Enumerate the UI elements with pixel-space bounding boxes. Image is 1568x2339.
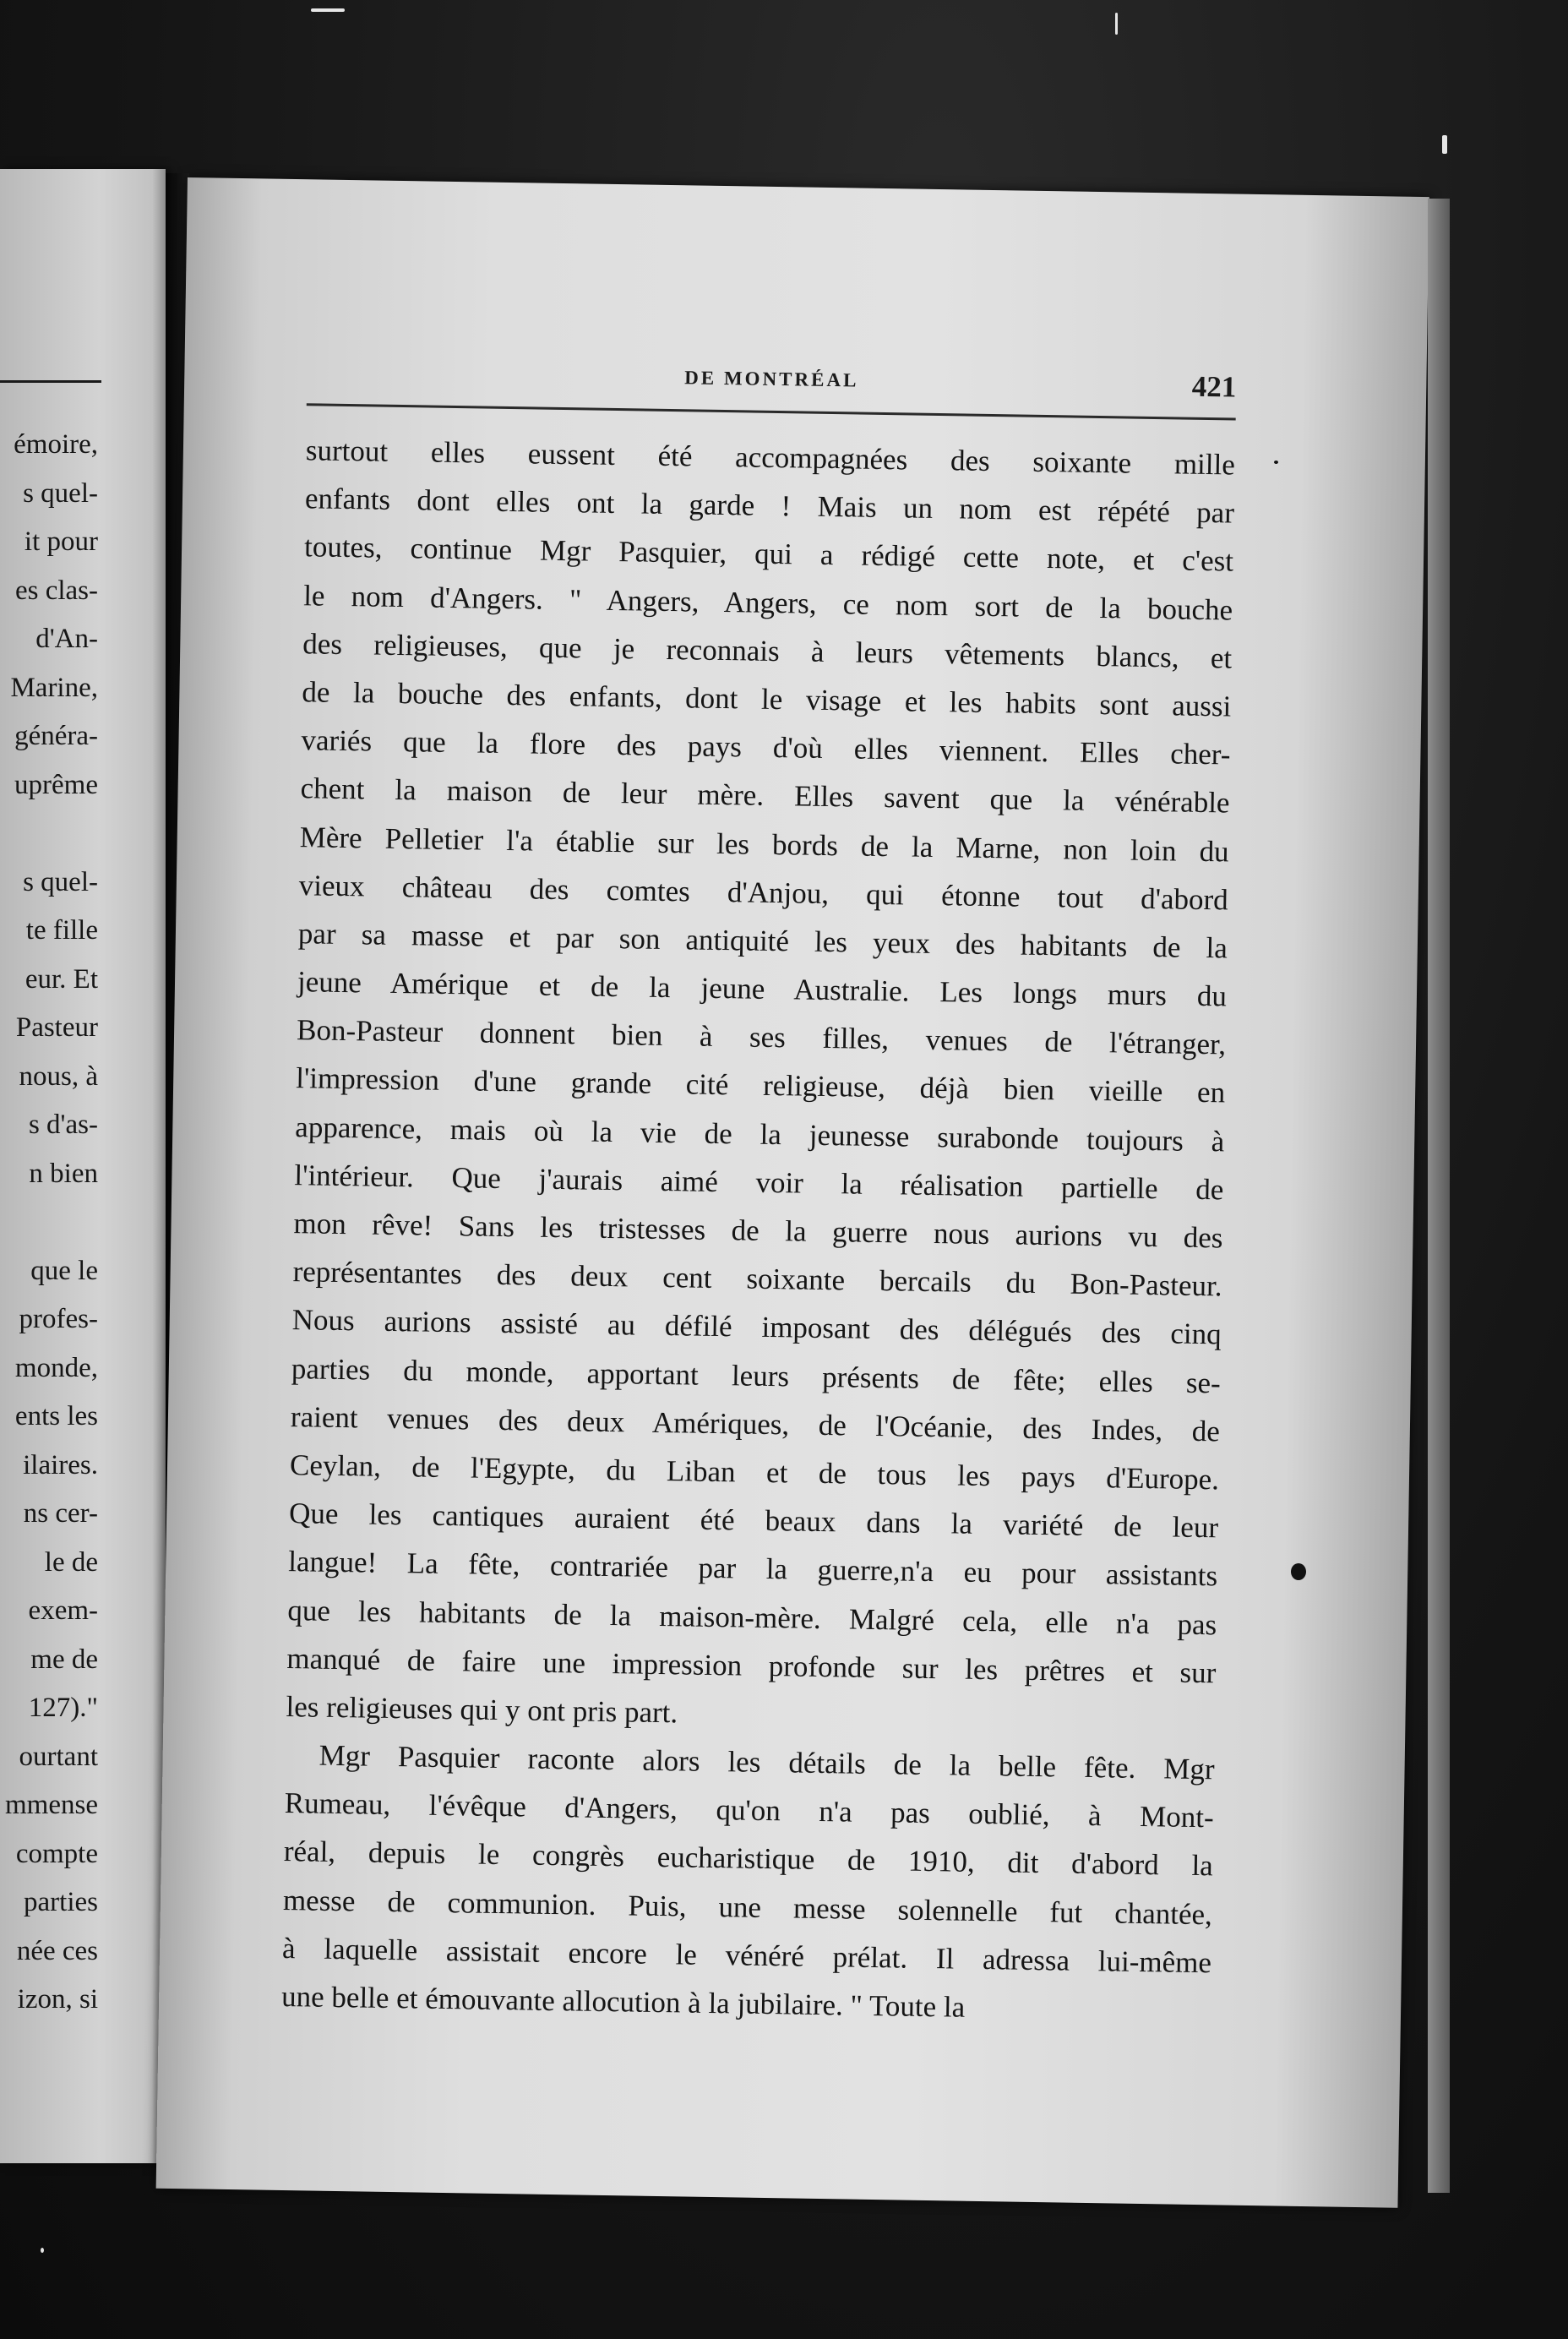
left-page-line: ilaires. bbox=[23, 1449, 98, 1480]
left-page-line: née ces bbox=[16, 1935, 98, 1966]
text-line: Mgr Pasquier raconte alors les détails de la belle fête. Mgr bbox=[318, 1738, 1215, 1786]
text-line: une belle et émouvante allocution à la jubilaire. " Toute la bbox=[280, 1980, 966, 2024]
text-line: à laquelle assistait encore le vénéré prélat. Il adressa lui-même bbox=[281, 1931, 1212, 1980]
text-line: Mère Pelletier l'a établie sur les bords de la Marne, non loin du bbox=[299, 820, 1229, 868]
running-head bbox=[307, 361, 1237, 417]
text-line: Rumeau, l'évêque d'Angers, qu'on n'a pas oublié, à Mont- bbox=[284, 1786, 1214, 1835]
running-title: DE MONTRÉAL bbox=[684, 367, 859, 391]
left-page-line: nous, à bbox=[19, 1060, 98, 1092]
left-page-line: profes- bbox=[19, 1304, 98, 1334]
left-page-line: me de bbox=[30, 1644, 98, 1675]
text-line: messe de communion. Puis, une messe solennelle fut chantée, bbox=[282, 1883, 1213, 1931]
text-line: chent la maison de leur mère. Elles savent que la vénérable bbox=[300, 771, 1230, 820]
left-page-line: monde, bbox=[14, 1352, 98, 1383]
left-page-line: mmense bbox=[5, 1790, 98, 1820]
text-line: jeune Amérique et de la jeune Australie. Les longs murs du bbox=[297, 965, 1228, 1013]
left-page-line: compte bbox=[15, 1838, 98, 1869]
text-line: représentantes des deux cent soixante bercails du Bon-Pasteur. bbox=[292, 1255, 1222, 1303]
left-page-line: te fille bbox=[25, 915, 98, 946]
page-number: 421 bbox=[1191, 369, 1237, 404]
text-line: mon rêve! Sans les tristesses de la guerre nous aurions vu des bbox=[293, 1207, 1223, 1255]
left-page-line: izon, si bbox=[17, 1984, 98, 2015]
dust-speck bbox=[1115, 13, 1118, 35]
text-line: par sa masse et par son antiquité les yeux des habitants de la bbox=[297, 917, 1228, 965]
left-page-text bbox=[0, 421, 98, 2025]
text-line: langue! La fête, contrariée par la guerre,n'a eu pour assistants bbox=[287, 1545, 1218, 1593]
left-page-header-rule bbox=[0, 380, 101, 383]
left-page-line: Pasteur bbox=[15, 1012, 98, 1043]
left-page-line: parties bbox=[24, 1887, 98, 1917]
left-page-line: s d'as- bbox=[28, 1110, 98, 1140]
left-page-line bbox=[0, 1198, 98, 1247]
left-page-line: eur. Et bbox=[24, 963, 98, 995]
left-page-line: ns cer- bbox=[23, 1498, 98, 1529]
text-line: Que les cantiques auraient été beaux dans la variété de leur bbox=[288, 1497, 1219, 1545]
page-edge-shadow bbox=[1428, 199, 1450, 2193]
text-line: toutes, continue Mgr Pasquier, qui a rédigé cette note, et c'est bbox=[303, 530, 1234, 578]
text-line: Bon-Pasteur donnent bien à ses filles, venues de l'étranger, bbox=[296, 1013, 1227, 1061]
left-page-line: généra- bbox=[14, 721, 98, 751]
text-line: manqué de faire une impression profonde sur les prêtres et sur bbox=[286, 1641, 1217, 1690]
text-line: enfants dont elles ont la garde ! Mais un nom est répété par bbox=[304, 482, 1235, 530]
dust-speck bbox=[1291, 1563, 1306, 1580]
left-page-line: exem- bbox=[28, 1595, 98, 1626]
text-line: apparence, mais où la vie de la jeunesse surabonde toujours à bbox=[295, 1110, 1225, 1159]
left-page-line: Marine, bbox=[10, 672, 98, 703]
text-line: surtout elles eussent été accompagnées des soixante mille bbox=[305, 433, 1236, 482]
left-page-line: es clas- bbox=[14, 575, 98, 606]
dust-speck bbox=[41, 2248, 44, 2253]
dust-speck bbox=[1274, 461, 1278, 464]
text-line: le nom d'Angers. " Angers, Angers, ce nom sort de la bouche bbox=[302, 578, 1233, 627]
left-page-fragment bbox=[0, 169, 166, 2163]
text-line: l'impression d'une grande cité religieuse, déjà bien vieille en bbox=[295, 1061, 1226, 1110]
left-page-line: le de bbox=[44, 1546, 98, 1578]
text-line: Ceylan, de l'Egypte, du Liban et de tous les pays d'Europe. bbox=[289, 1448, 1220, 1497]
text-line: des religieuses, que je reconnais à leurs vêtements blancs, et bbox=[302, 626, 1233, 675]
left-page-line bbox=[0, 810, 98, 859]
text-line: raient venues des deux Amériques, de l'Océanie, des Indes, de bbox=[290, 1399, 1221, 1448]
left-page-line: s quel- bbox=[23, 866, 98, 897]
text-line: vieux château des comtes d'Anjou, qui étonne tout d'abord bbox=[298, 868, 1229, 917]
left-page-line: ents les bbox=[14, 1401, 98, 1431]
left-page-line: 127)." bbox=[28, 1693, 98, 1723]
text-line: réal, depuis le congrès eucharistique de 1910, dit d'abord la bbox=[283, 1835, 1214, 1883]
left-page-line: que le bbox=[30, 1255, 98, 1286]
left-page-line: n bien bbox=[29, 1158, 98, 1189]
text-line: de la bouche des enfants, dont le visage et les habits sont aussi bbox=[302, 675, 1232, 723]
left-page-line: s quel- bbox=[23, 477, 98, 509]
text-line: que les habitants de la maison-mère. Malgré cela, elle n'a pas bbox=[287, 1593, 1217, 1641]
text-line: les religieuses qui y ont pris part. bbox=[286, 1689, 678, 1730]
main-page bbox=[156, 177, 1429, 2208]
text-line: l'intérieur. Que j'aurais aimé voir la réalisation partielle de bbox=[294, 1158, 1224, 1207]
text-line: Nous aurions assisté au défilé imposant des délégués des cinq bbox=[291, 1303, 1222, 1351]
dust-speck bbox=[311, 8, 345, 12]
body-text bbox=[281, 426, 1236, 2035]
dust-speck bbox=[1442, 135, 1447, 154]
text-line: variés que la flore des pays d'où elles viennent. Elles cher- bbox=[301, 723, 1231, 771]
left-page-line: émoire, bbox=[14, 429, 98, 460]
text-line: parties du monde, apportant leurs présents de fête; elles se- bbox=[291, 1351, 1222, 1399]
left-page-line: ourtant bbox=[19, 1741, 98, 1772]
left-page-line: it pour bbox=[24, 526, 98, 557]
left-page-line: d'An- bbox=[35, 624, 98, 654]
left-page-line: uprême bbox=[14, 769, 98, 800]
